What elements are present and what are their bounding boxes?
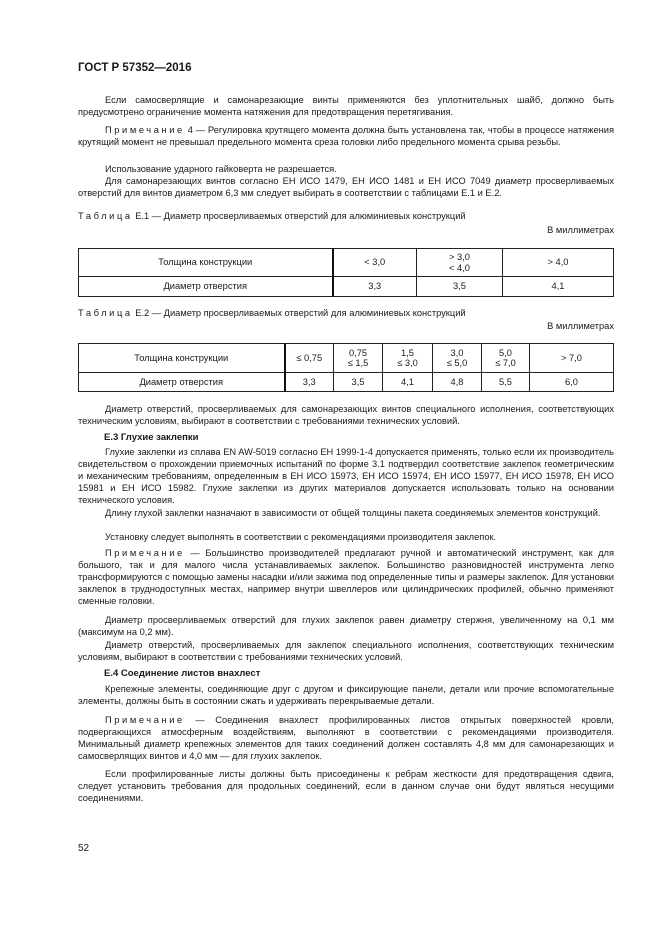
paragraph: Глухие заклепки из сплава EN AW-5019 согласно ЕН 1999-1-4 допускается применять, только если их производитель свидетельством о прохождении приемочных испытаний по форме 3.1 подтвердил соответствие заклепок геометрическим и механическим требованиям, определенным в ЕН ИСО 15973, ЕН ИСО 15974, ЕН ИСО 15977, ЕН ИСО 15978, ЕН ИСО 15981 и ЕН ИСО 15982. Глухие заклепки из других материалов допускается использовать только на основании технического условия. (78, 447, 614, 505)
note-4 (78, 124, 614, 148)
paragraph: Диаметр отверстий, просверливаемых для самонарезающих винтов специального исполнения, соответствующих техническим условиям, выбирают в соответствии с требованиями технических условий. (78, 404, 614, 426)
row-header: Диаметр отверстия (79, 373, 285, 392)
table-label: Таблица (78, 211, 133, 221)
table-row (79, 344, 614, 373)
row-header: Толщина конструкции (79, 249, 333, 277)
table-cell: 0,75 ≤ 1,5 (334, 344, 383, 373)
table-e1-caption (78, 211, 466, 221)
table-e2-caption (78, 308, 466, 318)
table-cell: 3,3 (333, 277, 417, 297)
note-text: 4 — Регулировка крутящего момента должна быть установлена так, чтобы в процессе натяжения крутящий момент не превышал предельного момента среза головки либо предельного момента срыва резьбы. (78, 125, 614, 147)
note-text: — Большинство производителей предлагают ручной и автоматический инструмент, как для большого, так и для малого числа устанавливаемых заклепок. Большинство разновидностей инструмента легко трансформируются с помощью замены насадки и/или зажима под определенные типы и размеры заклепок. Для установки заклепок в труднодоступных местах, например внутри швеллеров или цилиндрических профилей, обычно применяют сменные головки. (78, 548, 614, 606)
table-cell: 3,3 (285, 373, 334, 392)
table-e2 (78, 343, 614, 392)
table-cell: > 7,0 (530, 344, 614, 373)
table-cell: 3,0 ≤ 5,0 (433, 344, 482, 373)
caption-text: Е.2 — Диаметр просверливаемых отверстий для алюминиевых конструкций (132, 308, 466, 318)
table-cell: 4,8 (433, 373, 482, 392)
document-header: ГОСТ Р 57352—2016 (78, 62, 192, 74)
table-cell: 4,1 (503, 277, 614, 297)
table-cell: 5,0 ≤ 7,0 (482, 344, 530, 373)
paragraph: Длину глухой заклепки назначают в зависимости от общей толщины пакета соединяемых элементов конструкций. (105, 508, 601, 518)
table-cell: 3,5 (417, 277, 503, 297)
note (78, 547, 614, 607)
note-text: — Соединения внахлест профилированных листов открытых поверхностей кровли, подвергающихся атмосферным воздействиям, выполняют в соответствии с рекомендациями производителя. Минимальный диаметр крепежных элементов для таких соединений должен составлять 4,8 мм для самонарезающих и самосверлящих винтов и 4,0 мм — для глухих заклепок. (78, 715, 614, 761)
note-label: Примечание (105, 548, 185, 558)
row-header: Диаметр отверстия (79, 277, 333, 297)
table-row (79, 373, 614, 392)
table-cell: 5,5 (482, 373, 530, 392)
note (78, 714, 614, 762)
paragraph: Диаметр просверливаемых отверстий для глухих заклепок равен диаметру стержня, увеличенному на 0,1 мм (максимум на 0,2 мм). (78, 615, 614, 637)
paragraph: Диаметр отверстий, просверливаемых для заклепок специального исполнения, соответствующих техническим условиям, выбирают в соответствии с требованиями технических условий. (78, 640, 614, 662)
section-heading-e3: Е.3 Глухие заклепки (104, 432, 199, 443)
paragraph: Если самосверлящие и самонарезающие винты применяются без уплотнительных шайб, должно быть предусмотрено ограничение момента натяжения для предотвращения перетягивания. (78, 95, 614, 117)
table-cell: 4,1 (383, 373, 433, 392)
table-row (79, 277, 614, 297)
note-label: Примечание (105, 715, 185, 725)
table-cell: 1,5 ≤ 3,0 (383, 344, 433, 373)
table-cell: ≤ 0,75 (285, 344, 334, 373)
table-cell: > 3,0 < 4,0 (417, 249, 503, 277)
paragraph: Для самонарезающих винтов согласно ЕН ИСО 1479, ЕН ИСО 1481 и ЕН ИСО 7049 диаметр просверливаемых отверстий для винтов диаметром 6,3 мм следует выбирать в соответствии с таблицами Е.1 и Е.2. (78, 176, 614, 198)
table-cell: 3,5 (334, 373, 383, 392)
paragraph: Если профилированные листы должны быть присоединены к ребрам жесткости для предотвращения сдвига, следует установить требования для продольных соединений, если в данном случае они будут являться несущими соединениями. (78, 769, 614, 803)
paragraph: Крепежные элементы, соединяющие друг с другом и фиксирующие панели, детали или прочие вспомогательные элементы, должны быть в состоянии сжать и удерживать перекрываемые детали. (78, 684, 614, 706)
table-cell: > 4,0 (503, 249, 614, 277)
note-label: Примечание (105, 125, 185, 135)
table-e2-unit: В миллиметрах (547, 321, 614, 331)
paragraph: Установку следует выполнять в соответствии с рекомендациями производителя заклепок. (105, 532, 497, 542)
caption-text: Е.1 — Диаметр просверливаемых отверстий для алюминиевых конструкций (132, 211, 466, 221)
row-header: Толщина конструкции (79, 344, 285, 373)
table-cell: < 3,0 (333, 249, 417, 277)
table-e1-unit: В миллиметрах (547, 225, 614, 235)
page-number: 52 (78, 843, 90, 854)
paragraph: Использование ударного гайковерта не разрешается. (105, 164, 337, 174)
table-e1 (78, 248, 614, 297)
section-heading-e4: Е.4 Соединение листов внахлест (104, 668, 261, 679)
table-cell: 6,0 (530, 373, 614, 392)
table-label: Таблица (78, 308, 133, 318)
table-row (79, 249, 614, 277)
